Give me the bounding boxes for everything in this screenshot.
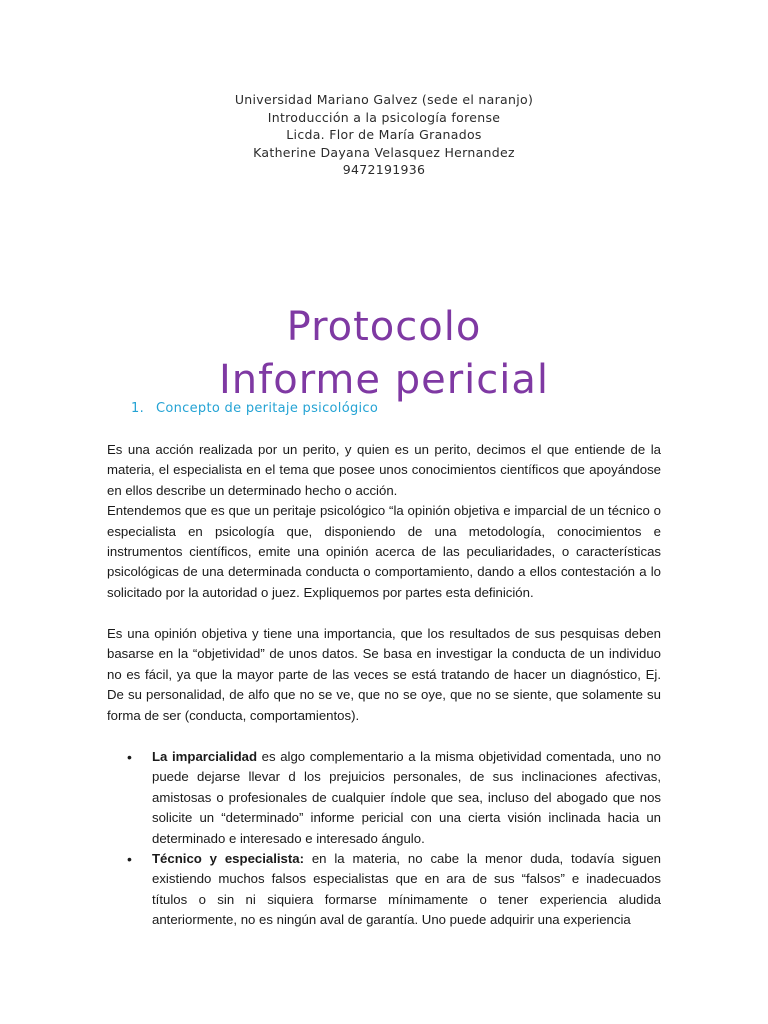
- student-name-line: Katherine Dayana Velasquez Hernandez: [253, 144, 515, 160]
- bullet-text: es algo complementario a la misma objetividad comentada, uno no puede dejarse llevar d los prejuicios personales, de sus inclinaciones afectivas, amistosas o profesionales de cualquier índole que sea, incluso del abogado que nos solicite un “determinado” informe pericial con una cierta visión inclinada hacia un determinado e interesado e interesado ángulo.: [152, 749, 661, 846]
- paragraph-1: Es una acción realizada por un perito, y quien es un perito, decimos el que entiende de la materia, el especialista en el tema que posee unos conocimientos científicos que apoyándose en ellos describe un determinado hecho o acción.: [107, 442, 661, 498]
- bullet-term: Técnico y especialista:: [152, 851, 305, 867]
- section-number: 1.: [131, 401, 145, 416]
- title-line-1: Protocolo: [286, 303, 482, 350]
- paragraph-3: Es una opinión objetiva y tiene una importancia, que los resultados de sus pesquisas deben basarse en la “objetividad” de unos datos. Se basa en investigar la conducta de un individuo no es fácil, ya que la mayor parte de las veces se está tratando de hacer un diagnóstico, Ej. De su personalidad, de alfo que no se ve, que no se oye, que no se siente, que solamente su forma de ser (conducta, comportamientos).: [107, 626, 661, 723]
- document-title: [0, 301, 768, 407]
- list-item: [107, 849, 661, 931]
- title-line-2: Informe pericial: [218, 356, 550, 403]
- student-id-line: 9472191936: [342, 162, 426, 177]
- section-heading-text: Concepto de peritaje psicológico: [156, 401, 379, 416]
- university-line: Universidad Mariano Galvez (sede el naranjo): [234, 92, 534, 107]
- paragraph-2: Entendemos que es que un peritaje psicológico “la opinión objetiva e imparcial de un técnico o especialista en psicología que, disponiendo de una metodología, conocimientos e instrumentos científicos, emite una opinión acerca de las peculiaridades, o características psicológicas de una determinada conducta o comportamiento, dando a ellos contestación a lo solicitado por la autoridad o juez. Expliquemos por partes esta definición.: [107, 503, 661, 600]
- teacher-line: Licda. Flor de María Granados: [286, 127, 482, 142]
- bullet-icon: •: [127, 851, 132, 868]
- intro-paragraphs: [107, 440, 661, 603]
- section-heading: [131, 401, 378, 416]
- bullet-icon: •: [127, 749, 132, 765]
- objectivity-paragraph-block: [107, 624, 661, 726]
- bullet-term: La imparcialidad: [152, 749, 258, 764]
- bullet-list: [107, 747, 661, 931]
- bullet-text: en la materia, no cabe la menor duda, todavía siguen existiendo muchos falsos especialistas que en ara de sus “falsos” e inadecuados títulos o sin ni siquiera formarse mínimamente o tener experiencia aludida anteriormente, no es ningún aval de garantía. Uno puede adquirir una experiencia: [152, 851, 661, 928]
- document-header: [0, 91, 768, 179]
- list-item: [107, 747, 661, 849]
- course-line: Introducción a la psicología forense: [267, 109, 501, 125]
